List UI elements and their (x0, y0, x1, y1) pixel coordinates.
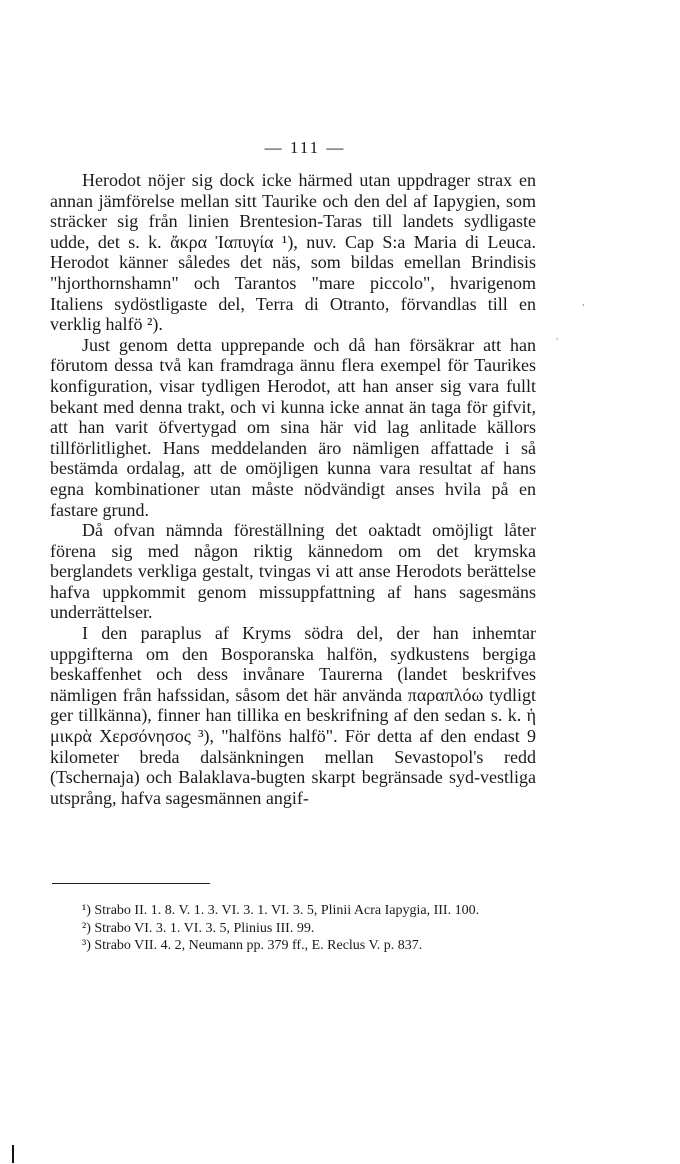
footnote-divider (52, 883, 210, 884)
footnote: ²) Strabo VI. 3. 1. VI. 3. 5, Plinius III. 99. (82, 920, 315, 936)
scan-edge-mark (12, 1145, 14, 1163)
scan-speck: , (582, 296, 585, 308)
paragraph: I den paraplus af Kryms södra del, der han inhemtar uppgifterna om den Bosporanska halfön, sydkustens bergiga beskaffenhet och dess invånare Taurerna (landet beskrifves nämligen från hafssidan, såsom det här använda παραπλόω tydligt ger tillkänna), finner han tillika en beskrifning af den sedan s. k. ἡ μικρὰ Χερσόνησος ³), "halföns halfö". För detta af den endast 9 kilometer breda dalsänkningen mellan Sevastopol's redd (Tschernaja) och Balaklava-bugten skarpt begränsade syd-vestliga utsprång, hafva sagesmännen angif- (50, 623, 536, 808)
body-text (50, 170, 536, 808)
footnote: ¹) Strabo II. 1. 8. V. 1. 3. VI. 3. 1. VI. 3. 5, Plinii Acra Iapygia, III. 100. (82, 903, 480, 918)
paragraph: Herodot nöjer sig dock icke härmed utan uppdrager strax en annan jämförelse mellan sitt Taurike och den del af Iapygien, som sträcker sig från linien Brentesion-Taras till landets sydligaste udde, det s. k. ἄκρα Ἰαπυγία ¹), nuv. Cap S:a Maria di Leuca. Herodot känner således det näs, som bildas emellan Brindisis "hjorthornshamn" och Tarantos "mare piccolo", hvarigenom Italiens sydöstligaste del, Terra di Otranto, förvandlas till en verklig halfö ²). (50, 170, 536, 335)
footnote: ³) Strabo VII. 4. 2, Neumann pp. 379 ff., E. Reclus V. p. 837. (82, 938, 423, 954)
paragraph: Just genom detta upprepande och då han försäkrar att han förutom dessa två kan framdraga ännu flera exempel för Taurikes konfiguration, visar tydligen Herodot, att han anser sig vara fullt bekant med denna trakt, och vi kunna icke annat än taga för gifvit, att han varit öfvertygad om sina här vid lag anlitade källors tillförlitlighet. Hans meddelanden äro nämligen affattade i så bestämda ordalag, att de omöjligen kunna vara resultat af hans egna kombinationer utan måste nödvändigt anses hvila på en fastare grund. (50, 334, 536, 520)
page-number: — 111 — (264, 138, 346, 157)
footnotes (50, 902, 536, 955)
scan-speck: ' (556, 336, 558, 348)
paragraph: Då ofvan nämnda föreställning det oaktadt omöjligt låter förena sig med någon riktig kännedom om det krymska berglandets verkliga gestalt, tvingas vi att anse Herodots berättelse hafva uppkommit genom missuppfattning af hans sagesmäns underrättelser. (50, 520, 536, 623)
